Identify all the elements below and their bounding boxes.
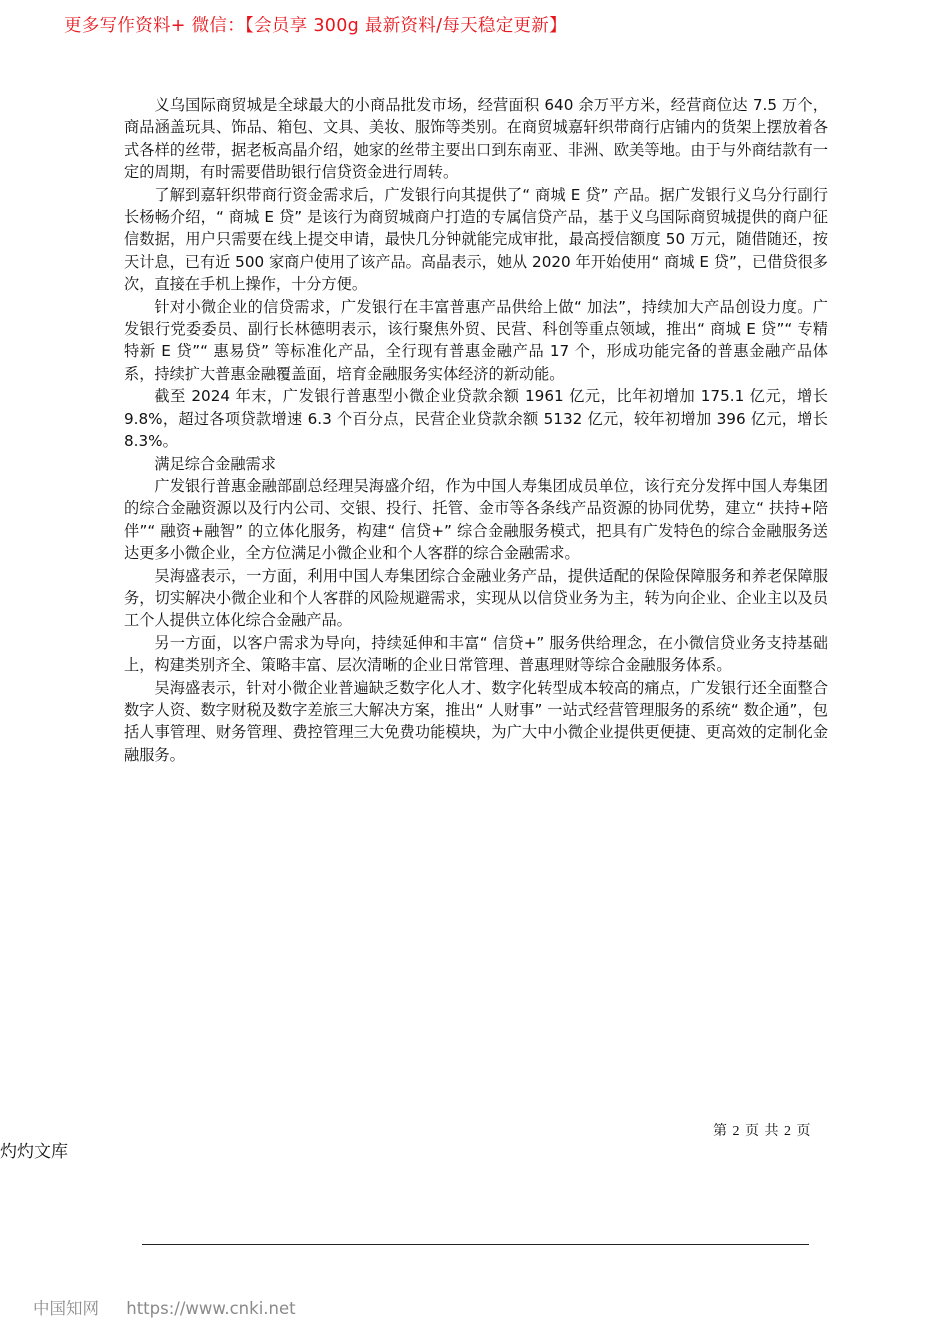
paragraph-integrated-finance: 广发银行普惠金融部副总经理吴海盛介绍，作为中国人寿集团成员单位，该行充分发挥中国人寿集团的综合金融资源以及行内公司、交银、投行、托管、金市等各条线产品资源的协同优势，建立“ 扶持+陪伴”“ 融资+融智” 的立体化服务，构建“ 信贷+” 综合金融服务模式，把具有广发特色的综合金融服务送达更多小微企业，全方位满足小微企业和个人客群的综合金融需求。 — [124, 476, 828, 563]
source-footer — [33, 1295, 296, 1319]
paragraph-shangcheng-e-loan: 了解到嘉轩织带商行资金需求后，广发银行向其提供了“ 商城 E 贷” 产品。据广发银行义乌分行副行长杨畅介绍，“ 商城 E 贷” 是该行为商贸城商户打造的专属信贷产品，基于义乌国际商贸城提供的商户征信数据，用户只需要在线上提交申请，最快几分钟就能完成审批，最高授信额度 50 万元，随借随还，按天计息，已有近 500 家商户使用了该产品。高晶表示，她从 2020 年开始使用“ 商城 E 贷”，已借贷很多次，直接在手机上操作，十分方便。 — [124, 185, 828, 294]
paragraph-customer-oriented: 另一方面，以客户需求为导向，持续延伸和丰富“ 信贷+” 服务供给理念，在小微信贷业务支持基础上，构建类别齐全、策略丰富、层次清晰的企业日常管理、普惠理财等综合金融服务体系。 — [124, 633, 828, 675]
source-site-name: 中国知网 — [33, 1299, 99, 1318]
paragraph-yiwu-market: 义乌国际商贸城是全球最大的小商品批发市场，经营面积 640 余万平方米，经营商位达 7.5 万个，商品涵盖玩具、饰品、箱包、文具、美妆、服饰等类别。在商贸城嘉轩织带商行店铺内的货架上摆放着各式各样的丝带，据老板高晶介绍，她家的丝带主要出口到东南亚、非洲、欧美等地。由于与外商结款有一定的周期，有时需要借助银行信贷资金进行周转。 — [124, 96, 828, 182]
library-name: 灼灼文库 — [0, 1142, 68, 1162]
paragraph-loan-statistics: 截至 2024 年末，广发银行普惠型小微企业贷款余额 1961 亿元，比年初增加 175.1 亿元，增长 9.8%，超过各项贷款增速 6.3 个百分点，民营企业贷款余额 5132 亿元，较年初增加 396 亿元，增长 8.3%。 — [124, 387, 828, 451]
page-number: 第 2 页 共 2 页 — [713, 1124, 811, 1139]
paragraph-digital-services: 吴海盛表示，针对小微企业普遍缺乏数字化人才、数字化转型成本较高的痛点，广发银行还全面整合数字人资、数字财税及数字差旅三大解决方案，推出“ 人财事” 一站式经营管理服务的系统“ 数企通”，包括人事管理、财务管理、费控管理三大免费功能模块，为广大中小微企业提供更便捷、更高效的定制化金融服务。 — [124, 678, 828, 764]
paragraph-insurance-services: 吴海盛表示，一方面，利用中国人寿集团综合金融业务产品，提供适配的保险保障服务和养老保障服务，切实解决小微企业和个人客群的风险规避需求，实现从以信贷业务为主，转为向企业、企业主以及员工个人提供立体化综合金融产品。 — [124, 566, 828, 630]
footer-divider — [142, 1244, 809, 1245]
source-site-url[interactable]: https://www.cnki.net — [126, 1299, 296, 1318]
section-heading: 满足综合金融需求 — [154, 454, 276, 473]
promo-banner: 更多写作资料+ 微信：【会员享 300g 最新资料/每天稳定更新】 — [64, 16, 567, 36]
article-body — [124, 94, 828, 766]
paragraph-inclusive-products: 针对小微企业的信贷需求，广发银行在丰富普惠产品供给上做“ 加法”，持续加大产品创设力度。广发银行党委委员、副行长林德明表示，该行聚焦外贸、民营、科创等重点领域，推出“ 商城 E 贷”“ 专精特新 E 贷”“ 惠易贷” 等标准化产品，全行现有普惠金融产品 17 个，形成功能完备的普惠金融产品体系，持续扩大普惠金融覆盖面，培育金融服务实体经济的新动能。 — [124, 297, 828, 383]
